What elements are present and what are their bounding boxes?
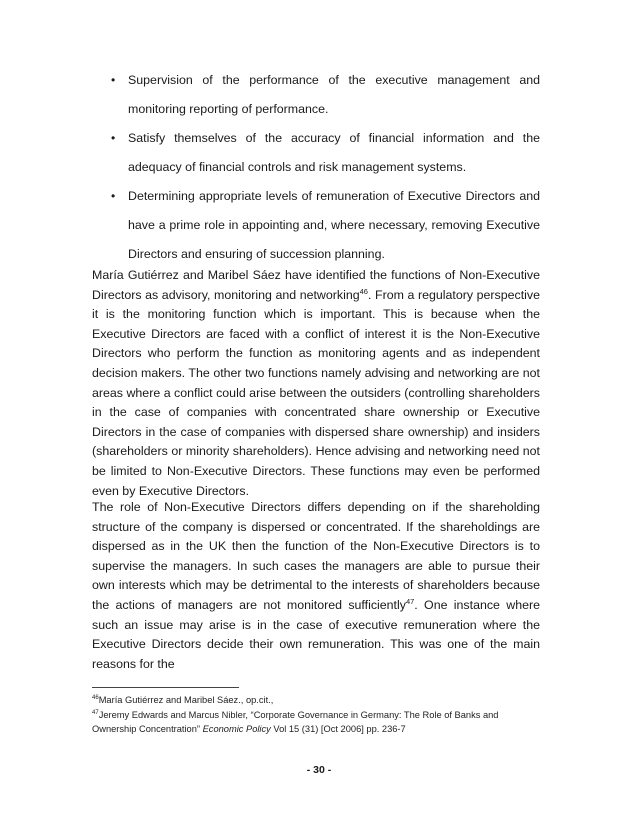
bullet-icon: • xyxy=(111,131,116,145)
footnote-ref: 47 xyxy=(405,596,415,606)
footnote-number: 46 xyxy=(92,695,99,701)
footnote-number: 47 xyxy=(92,710,99,716)
paragraph-text: . From a regulatory perspective it is the monitoring function which is important. This is because when the Executive Directors are faced with a conflict of interest it is the Non-Executive Directors who perform the function as monitoring agents and as independent decision makers. The other two functions namely advising and networking are not areas where a conflict could arise between the outsiders (controlling shareholders in the case of companies with concentrated share ownership or Executive Directors in the case of companies with dispersed share ownership) and insiders (shareholders or minority shareholders). Hence advising and networking need not be limited to Non-Executive Directors. These functions may even be performed even by Executive Directors. xyxy=(92,287,540,498)
bullet-text: Satisfy themselves of the accuracy of financial information and the adequacy of financial controls and risk management systems. xyxy=(128,131,540,174)
list-item xyxy=(90,66,540,124)
paragraph-role xyxy=(92,498,540,674)
footnote-divider xyxy=(92,687,239,688)
footnote-ref: 46 xyxy=(359,286,368,296)
footnote-text: María Gutiérrez and Maribel Sáez., op.cit., xyxy=(98,695,274,705)
footnote-46 xyxy=(92,693,540,707)
footnote-text: Vol 15 (31) [Oct 2006] pp. 236-7 xyxy=(270,724,406,734)
bullet-text: Determining appropriate levels of remuneration of Executive Directors and have a prime role in appointing and, where necessary, removing Executive Directors and ensuring of succession planning. xyxy=(128,189,540,261)
paragraph-text: The role of Non-Executive Directors differs depending on if the shareholding structure of the company is dispersed or concentrated. If the shareholdings are dispersed as in the UK then the function of the Non-Executive Directors is to supervise the managers. In such cases the managers are able to pursue their own interests which may be detrimental to the interests of shareholders because the actions of managers are not monitored sufficiently xyxy=(92,500,540,612)
list-item xyxy=(90,182,540,269)
paragraph-text: María Gutiérrez and Maribel Sáez have identified the functions of Non-Executive Directors as advisory, monitoring and networking xyxy=(92,268,540,302)
paragraph-functions xyxy=(92,266,540,501)
journal-title: Economic Policy xyxy=(202,724,271,734)
footnote-47 xyxy=(92,708,540,736)
list-item xyxy=(90,124,540,182)
bullet-icon: • xyxy=(111,189,116,203)
bullet-list xyxy=(90,66,540,269)
bullet-text: Supervision of the performance of the executive management and monitoring reporting of performance. xyxy=(128,73,540,116)
footnote-text: Jeremy Edwards and Marcus Nibler, “Corporate Governance in Germany: The Role of Banks and Ownership Concentration” xyxy=(92,710,499,734)
paragraph-text: . One instance where such an issue may arise is in the case of executive remuneration where the Executive Directors decide their own remuneration. This was one of the main reasons for the xyxy=(92,597,540,671)
page-number: - 30 - xyxy=(306,764,332,776)
bullet-icon: • xyxy=(111,73,116,87)
